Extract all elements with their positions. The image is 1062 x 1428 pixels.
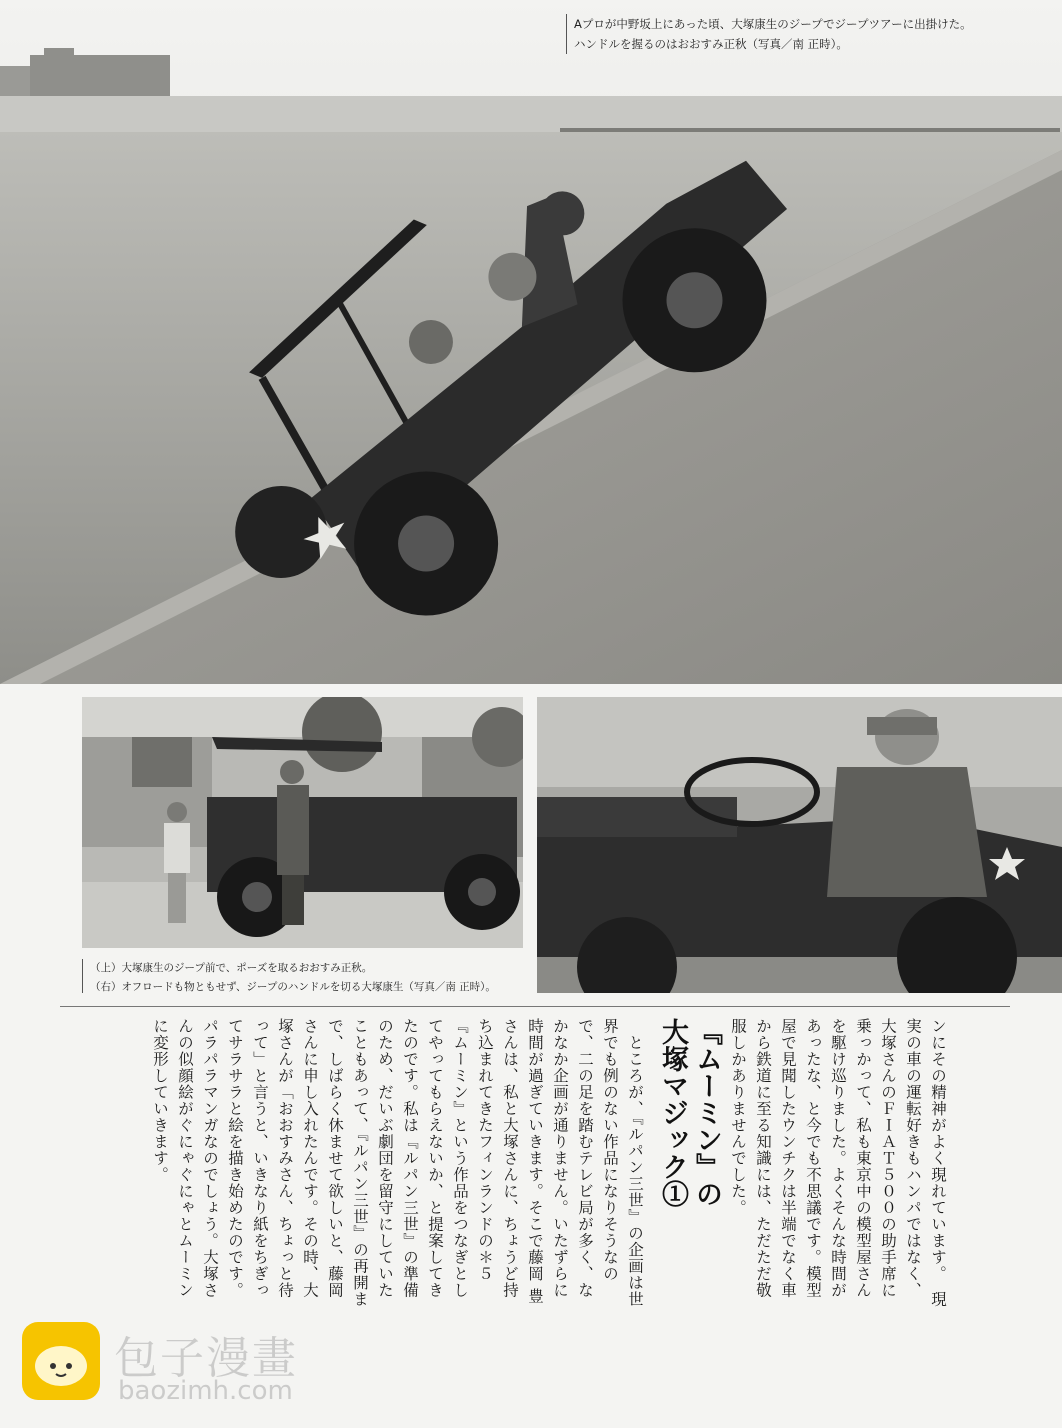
top-photo-caption [574, 14, 1044, 54]
section-heading [655, 1018, 723, 1308]
watermark-url: baozimh.com [118, 1376, 293, 1406]
caption-line: ハンドルを握るのはおおすみ正秋（写真／南 正時）。 [574, 37, 848, 51]
watermark-logo-icon [22, 1322, 100, 1400]
paragraph: ンにその精神がよく現れています。 現実の車の運転好きもハンパではなく、大塚さんのＦＩＡＴ５００の助手席に乗っかって、私も東京中の模型屋さんを駆け巡りました。よくそんな時間があったな、と今でも不思議です。模型屋で見聞したウンチクは半端でなく車から鉄道に至る知識には、ただただ敬服しかありませんでした。 [729, 1018, 947, 1308]
photo-caption [90, 959, 550, 997]
photo-jeep-pose [82, 697, 523, 948]
heading-line: 大塚マジック① [657, 1018, 688, 1207]
caption-line: Aプロが中野坂上にあった頃、大塚康生のジープでジープツアーに出掛けた。 [574, 17, 972, 31]
heading-line: 『ムーミン』の [691, 1018, 722, 1207]
hero-photo [0, 0, 1062, 684]
caption-line: （上）大塚康生のジープ前で、ポーズを取るおおすみ正秋。 [90, 962, 373, 974]
body-text-left [62, 1018, 647, 1308]
body-text-right [725, 1018, 950, 1308]
caption-rule [566, 14, 567, 54]
photo-otsuka-driving [537, 697, 1062, 993]
caption-rule [82, 959, 83, 993]
paragraph: ところが、『ルパン三世』の企画は世界でも例のない作品になりそうなので、二の足を踏むテレビ局が多く、なかなか企画が通りません。いたずらに時間が過ぎていきます。そこで藤岡 豊さんは、私と大塚さんに、ちょうど持ち込まれてきたフィンランドの＊５『ムーミン』という作品をつなぎとしてやってもらえないか、と提案してきたのです。私は『ルパン三世』の準備のため、だいぶ劇団を留守にしていたこともあって、『ルパン三世』の再開まで、しばらく休ませて欲しいと、藤岡さんに申し入れたんです。その時、大塚さんが「おおすみさん、ちょっと待って」と言うと、いきなり紙をちぎってサラサラと絵を描き始めたのです。パラパラマンガなのでしょう。大塚さんの似顔絵がぐにゃぐにゃとムーミンに変形していきます。 [151, 1018, 644, 1308]
watermark-text: 包子漫畫 [114, 1333, 298, 1384]
caption-line: （右）オフロードも物ともせず、ジープのハンドルを切る大塚康生（写真／南 正時）。 [90, 981, 496, 993]
section-divider [60, 1006, 1010, 1007]
